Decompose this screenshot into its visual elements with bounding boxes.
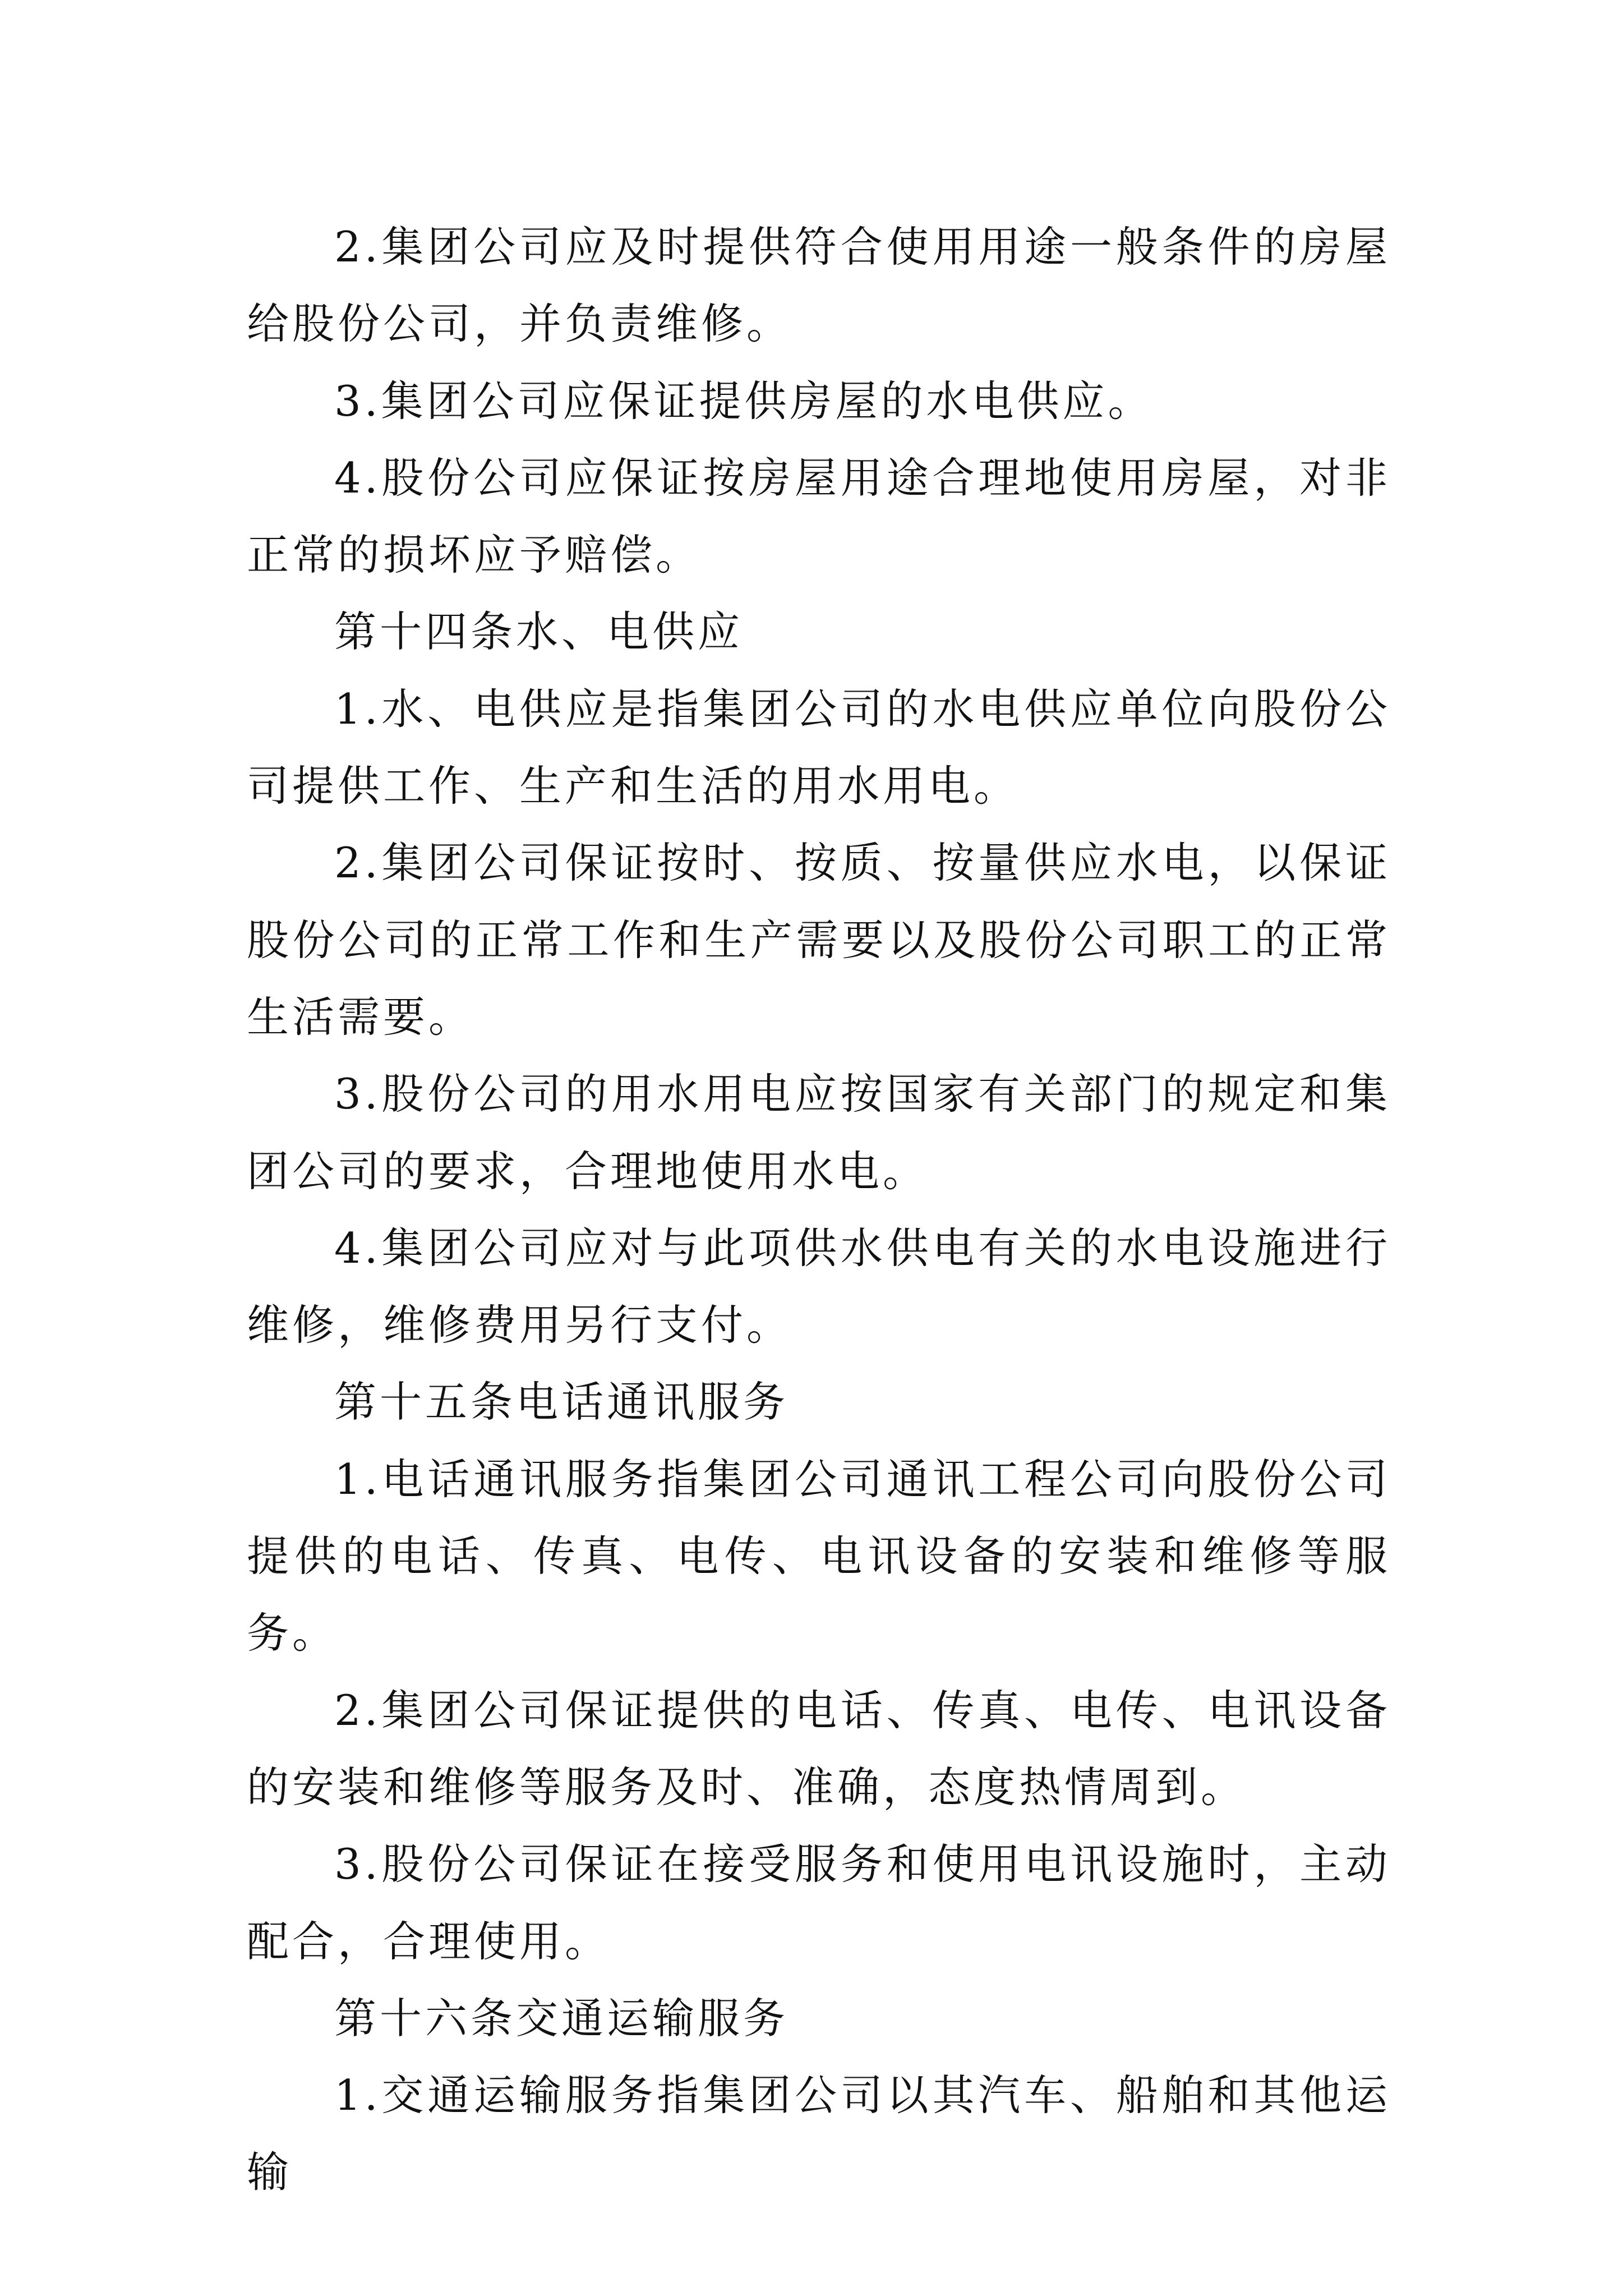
paragraph-housing-2: 2.集团公司应及时提供符合使用用途一般条件的房屋给股份公司，并负责维修。 — [247, 222, 1391, 349]
paragraph-utilities-3: 3.股份公司的用水用电应按国家有关部门的规定和集团公司的要求，合理地使用水电。 — [247, 1069, 1391, 1196]
article-14-heading: 第十四条水、电供应 — [334, 607, 744, 657]
paragraph-utilities-2: 2.集团公司保证按时、按质、按量供应水电，以保证股份公司的正常工作和生产需要以及股份公司职工的正常生活需要。 — [247, 838, 1391, 1042]
paragraph-telecom-3: 3.股份公司保证在接受服务和使用电讯设施时，主动配合，合理使用。 — [247, 1839, 1391, 1966]
paragraph-housing-4: 4.股份公司应保证按房屋用途合理地使用房屋，对非正常的损坏应予赔偿。 — [247, 453, 1391, 580]
document-body — [247, 209, 1391, 2211]
paragraph-utilities-4: 4.集团公司应对与此项供水供电有关的水电设施进行维修，维修费用另行支付。 — [247, 1223, 1391, 1350]
article-16-heading: 第十六条交通运输服务 — [334, 1993, 789, 2043]
article-15-heading: 第十五条电话通讯服务 — [334, 1377, 789, 1427]
paragraph-housing-3: 3.集团公司应保证提供房屋的水电供应。 — [334, 376, 1154, 426]
paragraph-transport-1: 1.交通运输服务指集团公司以其汽车、船舶和其他运输 — [247, 2070, 1391, 2197]
paragraph-utilities-1: 1.水、电供应是指集团公司的水电供应单位向股份公司提供工作、生产和生活的用水用电。 — [247, 684, 1391, 811]
paragraph-telecom-2: 2.集团公司保证提供的电话、传真、电传、电讯设备的安装和维修等服务及时、准确，态度热情周到。 — [247, 1685, 1391, 1812]
paragraph-telecom-1: 1.电话通讯服务指集团公司通讯工程公司向股份公司提供的电话、传真、电传、电讯设备的安装和维修等服务。 — [247, 1454, 1391, 1658]
